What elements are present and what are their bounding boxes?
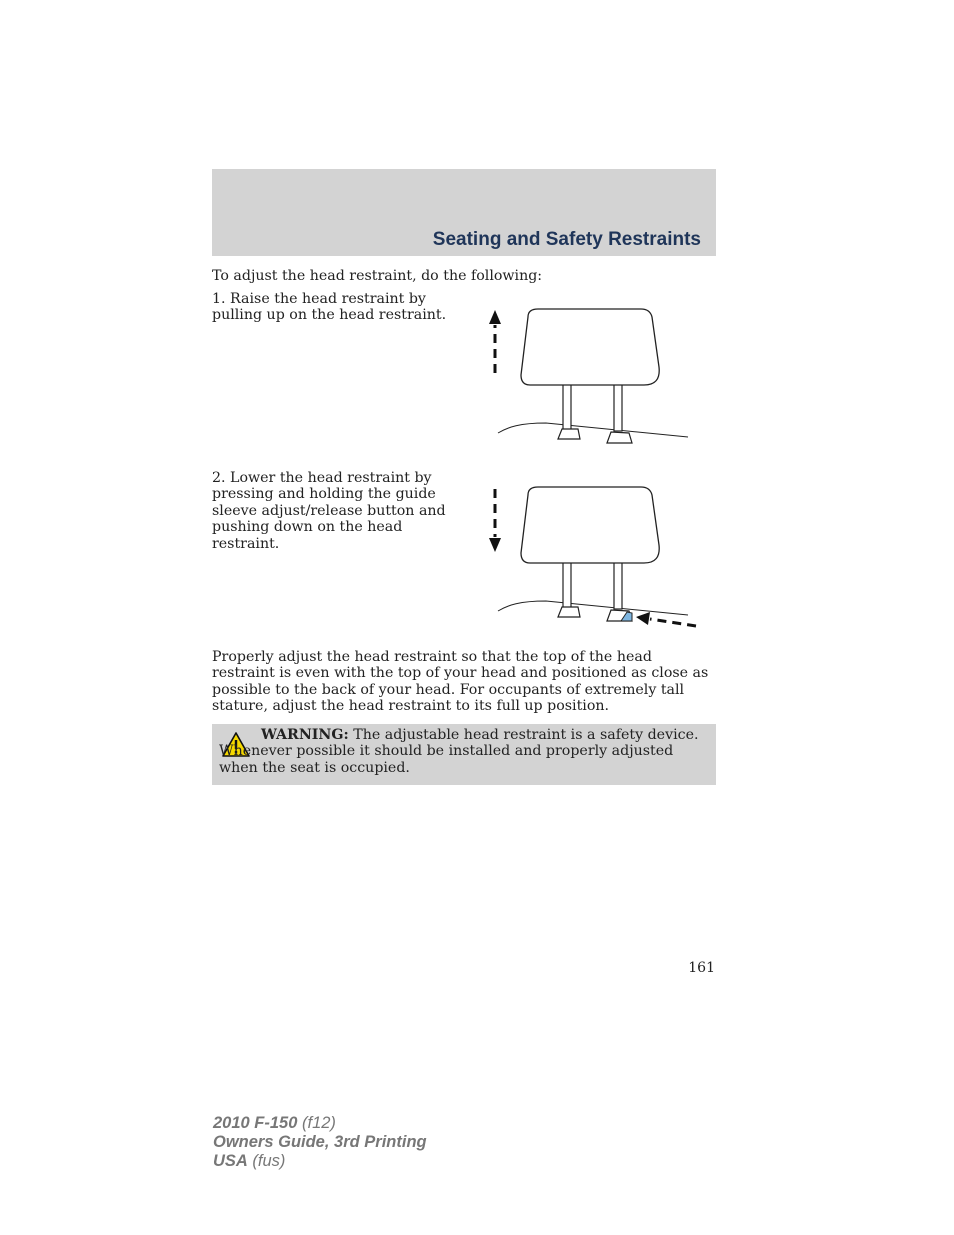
raise-head-restraint-illustration [486,305,698,453]
footer-market: USA [213,1152,248,1170]
intro-text: To adjust the head restraint, do the following: [212,268,543,284]
step-1-text: 1. Raise the head restraint by pulling up on the head restraint. [212,291,447,324]
footer-model-code: (f12) [297,1114,336,1132]
down-arrow-icon [489,489,501,552]
footer-guide: Owners Guide, 3rd Printing [213,1133,427,1151]
footer-market-code: (fus) [247,1152,286,1170]
footer-model: 2010 F-150 [213,1114,298,1132]
section-header [212,169,716,256]
lower-head-restraint-illustration [486,483,698,631]
button-pointer-arrow-icon [636,612,696,626]
warning-box [212,724,716,785]
warning-text [219,727,707,776]
warning-label: WARNING: [261,727,349,743]
section-title: Seating and Safety Restraints [432,229,701,250]
warning-body: The adjustable head restraint is a safety device. Whenever possible it should be installed and properly adjusted when the seat is occupied. [219,727,699,776]
page-number: 161 [688,960,715,976]
step-2-text: 2. Lower the head restraint by pressing and holding the guide sleeve adjust/release button and pushing down on the head restraint. [212,470,446,552]
adjustment-paragraph: Properly adjust the head restraint so that the top of the head restraint is even with the top of your head and positioned as close as possible to the back of your head. For occupants of extremely tall stature, adjust the head restraint to its full up position. [212,649,709,715]
document-footer [213,1114,427,1171]
up-arrow-icon [489,310,501,373]
